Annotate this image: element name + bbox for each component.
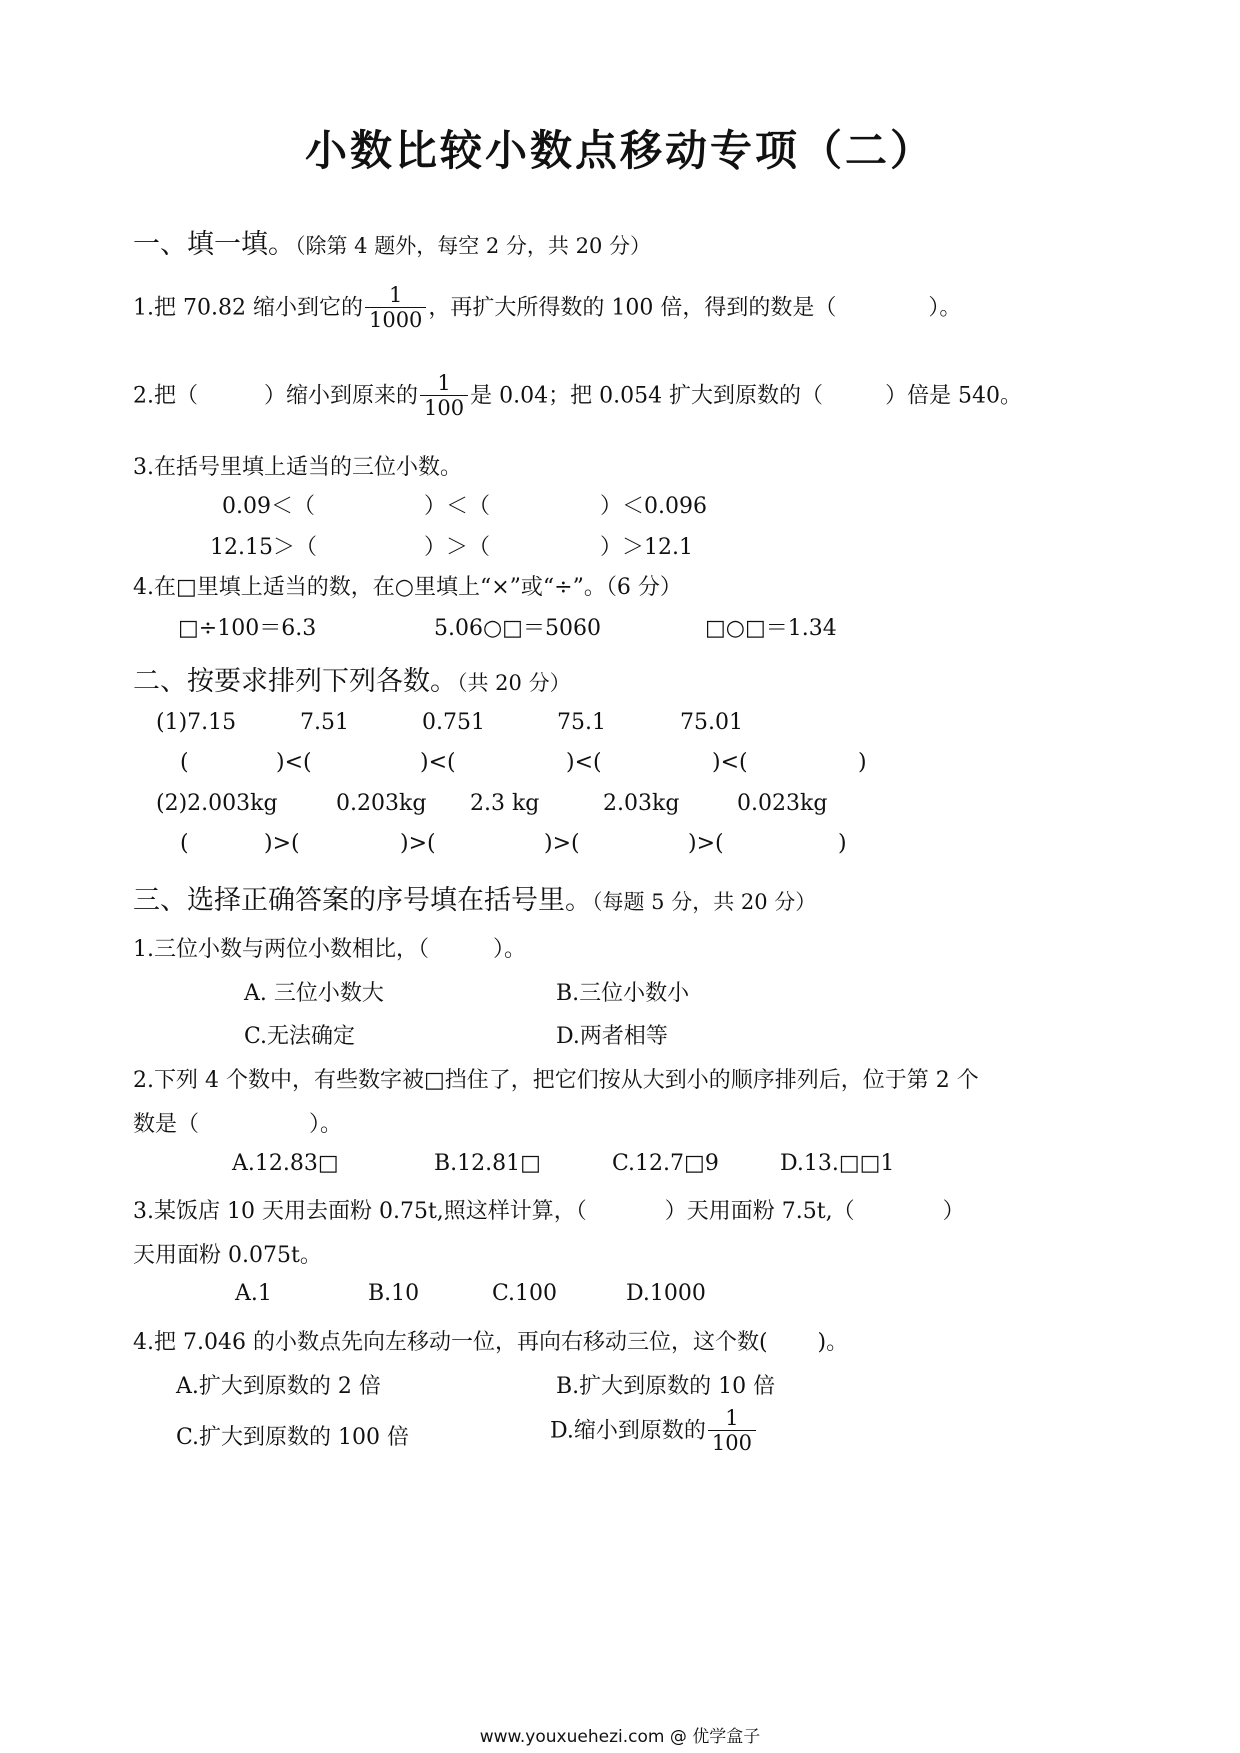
s3-question-4 (133, 1325, 848, 1356)
section3-note: （每题 5 分，共 20 分） (592, 890, 817, 914)
s2p2-number: 0.023kg (737, 791, 828, 816)
s1q3-stem: 3.在括号里填上适当的三位小数。 (133, 455, 462, 480)
s3q4-option-d-text: D.缩小到原数的 (550, 1418, 706, 1444)
s1q3-row2-c: ）＞12.1 (600, 535, 693, 560)
s1q2-mid2: 是 0.04；把 0.054 扩大到原数的（ (470, 383, 824, 409)
s1q3-row1-a: 0.09＜（ (222, 494, 315, 519)
s2p1-bracket: )<( (420, 750, 456, 775)
s1q4-item-2: 5.06○□＝5060 (434, 616, 601, 641)
s3q2-stem-line1: 2.下列 4 个数中，有些数字被□挡住了，把它们按从大到小的顺序排列后，位于第 2 个 (133, 1068, 979, 1093)
s2p1-number: 75.01 (680, 710, 743, 735)
s1-question-2 (133, 372, 1022, 421)
s3q3-option-d: D.1000 (626, 1281, 706, 1306)
s2p1-bracket: ) (858, 750, 867, 775)
s2p2-bracket: )>( (264, 831, 300, 856)
s3q3-mid: ）天用面粉 7.5t,（ (664, 1199, 855, 1224)
s3q1-option-a: A. 三位小数大 (244, 981, 384, 1006)
section2-note: （共 20 分） (457, 671, 571, 695)
s1q2-end: ）倍是 540。 (885, 383, 1023, 409)
s1q2-pre: 2.把（ (133, 383, 198, 409)
s3q3-stem-line2: 天用面粉 0.075t。 (133, 1243, 322, 1268)
s2p1-number: 7.51 (300, 710, 349, 735)
s2p2-bracket: ( (180, 831, 189, 856)
s3q1-option-d: D.两者相等 (556, 1024, 668, 1049)
s3q2-option-d: D.13.□□1 (780, 1151, 895, 1176)
s3q4-option-c: C.扩大到原数的 100 倍 (176, 1425, 410, 1450)
s1q2-fraction (420, 372, 468, 421)
s1q3-row1-b: ）＜（ (424, 494, 491, 519)
section1-note: （除第 4 题外，每空 2 分，共 20 分） (295, 234, 651, 258)
s2p2-number: 2.03kg (603, 791, 680, 816)
s3q2-option-c: C.12.7□9 (612, 1151, 719, 1176)
section1-heading-text: 一、填一填。 (133, 229, 295, 260)
s3q1-option-b: B.三位小数小 (556, 981, 690, 1006)
s1q2-frac-den: 100 (420, 395, 468, 421)
s3q4-stem: 4.把 7.046 的小数点先向左移动一位，再向右移动三位，这个数( (133, 1330, 768, 1355)
s2p2-number: (2)2.003kg (156, 791, 278, 816)
s3q3-stem-line1: 3.某饭店 10 天用去面粉 0.75t,照这样计算，（ (133, 1199, 587, 1224)
s3q4-option-a: A.扩大到原数的 2 倍 (176, 1374, 381, 1399)
s1q1-end: ）。 (928, 295, 962, 321)
s1q4-item-3: □○□＝1.34 (705, 616, 837, 641)
s2p2-number: 0.203kg (336, 791, 427, 816)
s1q2-mid1: ）缩小到原来的 (264, 383, 419, 409)
s1q1-frac-den: 1000 (365, 307, 426, 333)
s3q4-frac-den: 100 (708, 1430, 756, 1456)
s1q3-row2-a: 12.15＞（ (210, 535, 317, 560)
s3q2-option-a: A.12.83□ (232, 1151, 339, 1176)
s2p1-bracket: )<( (712, 750, 748, 775)
s3q2-option-b: B.12.81□ (434, 1151, 541, 1176)
s3q1-stem: 1.三位小数与两位小数相比，（ (133, 937, 429, 962)
s3q3-option-c: C.100 (492, 1281, 558, 1306)
s1-question-1 (133, 284, 961, 333)
s3-question-3-line1 (133, 1194, 965, 1225)
section3-heading-text: 三、选择正确答案的序号填在括号里。 (133, 885, 592, 916)
s2p2-bracket: )>( (400, 831, 436, 856)
s1q1-fraction (365, 284, 426, 333)
footer-watermark: www.youxuehezi.com @ 优学盒子 (479, 1727, 761, 1747)
s2p1-bracket: ( (180, 750, 189, 775)
s1q1-frac-num: 1 (389, 283, 403, 307)
s1q3-row2-b: ）＞（ (424, 535, 491, 560)
s3q4-fraction (708, 1407, 756, 1456)
s1q2-frac-num: 1 (437, 371, 451, 395)
section3-heading (133, 878, 816, 917)
s1q1-post: ，再扩大所得数的 100 倍，得到的数是（ (428, 295, 837, 321)
s3q2-stem-line2: 数是（ (133, 1112, 200, 1137)
s3q3-option-b: B.10 (368, 1281, 420, 1306)
section2-heading-text: 二、按要求排列下列各数。 (133, 666, 457, 697)
s1q1-pre: 1.把 70.82 缩小到它的 (133, 295, 363, 321)
s2p2-bracket: )>( (544, 831, 580, 856)
s3q4-end: )。 (817, 1330, 849, 1355)
s1q4-item-1: □÷100＝6.3 (178, 616, 317, 641)
s2p1-number: 75.1 (557, 710, 606, 735)
s3q3-option-a: A.1 (235, 1281, 272, 1306)
s2p2-bracket: )>( (688, 831, 724, 856)
s3-question-1 (133, 932, 526, 963)
s3q4-option-b: B.扩大到原数的 10 倍 (556, 1374, 776, 1399)
s1q3-row1-c: ）＜0.096 (600, 494, 707, 519)
section2-heading (133, 659, 571, 698)
s2p2-number: 2.3 kg (470, 791, 540, 816)
section1-heading (133, 222, 651, 261)
s3q1-option-c: C.无法确定 (244, 1024, 356, 1049)
s2p1-number: (1)7.15 (156, 710, 237, 735)
page-title: 小数比较小数点移动专项（二） (304, 126, 935, 175)
s3-question-2-line2 (133, 1107, 342, 1138)
s3q4-frac-num: 1 (725, 1406, 739, 1430)
s3q1-end: ）。 (493, 937, 527, 962)
s2p2-bracket: ) (838, 831, 847, 856)
s2p1-number: 0.751 (422, 710, 485, 735)
s3q3-end: ） (942, 1199, 965, 1224)
s1q4-stem: 4.在□里填上适当的数，在○里填上“×”或“÷”。（6 分） (133, 575, 682, 600)
s2p1-bracket: )<( (276, 750, 312, 775)
s2p1-bracket: )<( (566, 750, 602, 775)
s3q4-option-d (550, 1407, 758, 1456)
s3q2-end: ）。 (309, 1112, 343, 1137)
